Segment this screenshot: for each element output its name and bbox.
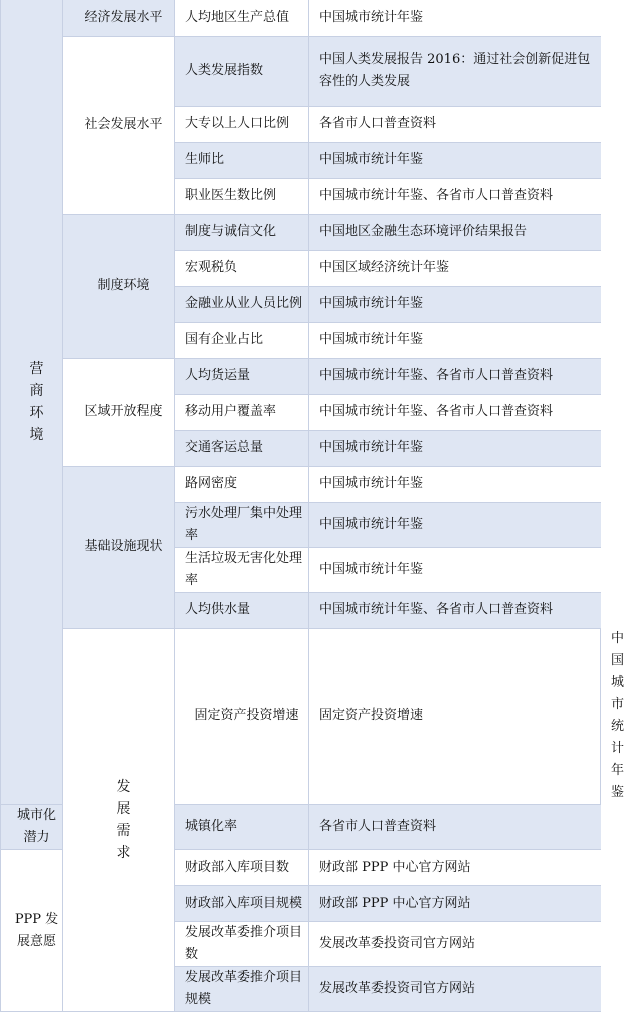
category-char: 营 <box>29 361 44 377</box>
category-business-environment <box>1 0 63 805</box>
source-cell: 中国城市统计年鉴、各省市人口普查资料 <box>309 394 601 430</box>
metric-cell: 生师比 <box>175 142 309 178</box>
metric-cell: 金融业从业人员比例 <box>175 286 309 322</box>
category-char: 境 <box>29 427 44 443</box>
source-cell: 中国城市统计年鉴 <box>309 547 601 592</box>
group-cell: 社会发展水平 <box>63 36 175 214</box>
source-cell: 中国人类发展报告 2016：通过社会创新促进包容性的人类发展 <box>309 36 601 106</box>
table-row <box>1 0 601 36</box>
metric-cell: 大专以上人口比例 <box>175 106 309 142</box>
metric-cell: 固定资产投资增速 <box>309 628 601 805</box>
category-char: 环 <box>29 405 44 421</box>
metric-cell: 国有企业占比 <box>175 322 309 358</box>
group-cell: 基础设施现状 <box>63 466 175 628</box>
source-cell: 中国城市统计年鉴 <box>309 466 601 502</box>
source-cell: 中国城市统计年鉴 <box>309 322 601 358</box>
metric-cell: 发展改革委推介项目规模 <box>175 967 309 1012</box>
source-cell: 财政部 PPP 中心官方网站 <box>309 850 601 886</box>
group-cell: 经济发展水平 <box>63 0 175 36</box>
metric-cell: 职业医生数比例 <box>175 178 309 214</box>
metric-cell: 人均货运量 <box>175 358 309 394</box>
table-row: 发 展 需 求 固定资产投资增速 固定资产投资增速 中国城市统计年鉴 <box>1 628 601 805</box>
source-cell: 中国地区金融生态环境评价结果报告 <box>309 214 601 250</box>
table-row <box>1 36 601 106</box>
table-row <box>1 214 601 250</box>
source-cell: 中国城市统计年鉴、各省市人口普查资料 <box>309 178 601 214</box>
category-char: 商 <box>29 383 44 399</box>
source-cell: 发展改革委投资司官方网站 <box>309 967 601 1012</box>
source-cell: 财政部 PPP 中心官方网站 <box>309 886 601 922</box>
source-cell: 中国城市统计年鉴 <box>309 0 601 36</box>
group-cell: PPP 发展意愿 <box>1 850 63 1012</box>
category-char: 求 <box>116 844 131 861</box>
group-cell: 固定资产投资增速 <box>175 628 309 805</box>
source-cell: 各省市人口普查资料 <box>309 106 601 142</box>
source-cell: 中国城市统计年鉴、各省市人口普查资料 <box>309 358 601 394</box>
metric-cell: 污水处理厂集中处理率 <box>175 502 309 547</box>
metric-cell: 移动用户覆盖率 <box>175 394 309 430</box>
category-char: 需 <box>116 822 131 839</box>
group-cell: 区域开放程度 <box>63 358 175 466</box>
metric-cell: 宏观税负 <box>175 250 309 286</box>
source-cell: 中国区域经济统计年鉴 <box>309 250 601 286</box>
group-cell: 制度环境 <box>63 214 175 358</box>
source-cell: 发展改革委投资司官方网站 <box>309 922 601 967</box>
table-row <box>1 358 601 394</box>
category-char: 展 <box>116 800 131 817</box>
source-cell: 各省市人口普查资料 <box>309 805 601 850</box>
table-row <box>1 466 601 502</box>
metric-cell: 人均地区生产总值 <box>175 0 309 36</box>
metric-cell: 人均供水量 <box>175 592 309 628</box>
metric-cell: 路网密度 <box>175 466 309 502</box>
source-cell: 中国城市统计年鉴 <box>309 502 601 547</box>
metric-cell: 财政部入库项目数 <box>175 850 309 886</box>
source-cell: 中国城市统计年鉴、各省市人口普查资料 <box>309 592 601 628</box>
metric-cell: 财政部入库项目规模 <box>175 886 309 922</box>
source-cell: 中国城市统计年鉴 <box>309 286 601 322</box>
metric-cell: 交通客运总量 <box>175 430 309 466</box>
metric-cell: 生活垃圾无害化处理率 <box>175 547 309 592</box>
metric-cell: 城镇化率 <box>175 805 309 850</box>
source-cell: 中国城市统计年鉴 <box>309 142 601 178</box>
metric-cell: 发展改革委推介项目数 <box>175 922 309 967</box>
source-cell: 中国城市统计年鉴 <box>309 430 601 466</box>
category-development-demand <box>63 628 175 1012</box>
category-char: 发 <box>116 778 131 795</box>
metric-cell: 人类发展指数 <box>175 36 309 106</box>
metric-cell: 制度与诚信文化 <box>175 214 309 250</box>
group-cell: 城市化潜力 <box>1 805 63 850</box>
